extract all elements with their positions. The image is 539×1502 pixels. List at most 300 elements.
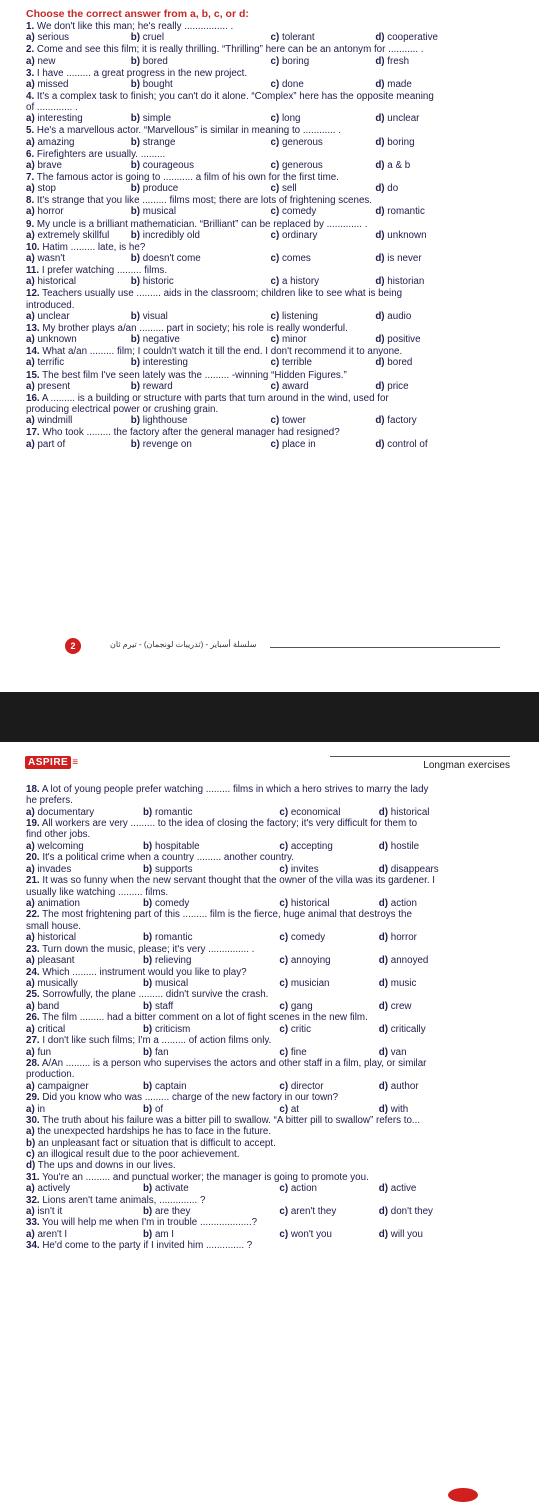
answer-option[interactable] xyxy=(379,932,525,944)
option-text: bored xyxy=(142,55,168,67)
question-text xyxy=(26,125,525,136)
answer-option[interactable] xyxy=(26,79,131,91)
option-letter: a) xyxy=(26,136,35,148)
option-text: extremely skillful xyxy=(37,229,110,241)
answer-option[interactable] xyxy=(271,357,376,369)
option-letter: a) xyxy=(26,159,35,171)
question-item xyxy=(26,44,525,67)
answer-option[interactable] xyxy=(375,381,525,393)
option-text: is never xyxy=(387,253,422,265)
question-number: 6. xyxy=(26,148,35,160)
answer-option[interactable] xyxy=(379,1183,525,1195)
option-letter: d) xyxy=(378,1182,389,1194)
answer-option[interactable] xyxy=(131,439,271,451)
answer-option[interactable] xyxy=(26,1183,143,1195)
question-number: 31. xyxy=(26,1171,40,1183)
question-continuation: find other jobs. xyxy=(26,829,91,841)
option-letter: b) xyxy=(142,897,153,909)
option-letter: a) xyxy=(26,438,35,450)
answer-option[interactable] xyxy=(26,1206,143,1218)
question-text xyxy=(26,1172,525,1183)
question-item xyxy=(26,242,525,265)
option-text: don't they xyxy=(390,1205,433,1217)
option-letter: c) xyxy=(279,897,289,909)
option-text: in xyxy=(37,1103,46,1115)
answer-option[interactable] xyxy=(143,932,279,944)
option-letter: c) xyxy=(279,1080,289,1092)
option-text: reward xyxy=(142,380,173,392)
option-text: animation xyxy=(37,897,80,909)
answer-option[interactable] xyxy=(375,79,525,91)
answer-option[interactable] xyxy=(375,334,525,346)
answer-option[interactable] xyxy=(375,32,525,44)
option-letter: b) xyxy=(142,1046,153,1058)
answer-option[interactable] xyxy=(379,955,525,967)
answer-option[interactable] xyxy=(26,381,131,393)
question-number: 11. xyxy=(26,265,40,277)
answer-option[interactable] xyxy=(375,230,525,242)
answer-option[interactable] xyxy=(271,381,376,393)
question-stem: My uncle is a brilliant mathematician. “Brilliant” can be replaced by ............. . xyxy=(36,218,368,230)
answer-option[interactable] xyxy=(143,978,279,990)
option-text: historical xyxy=(390,806,430,818)
option-text: the unexpected hardships he has to face in the future. xyxy=(37,1126,272,1138)
question-number: 16. xyxy=(26,392,40,404)
question-item xyxy=(26,909,525,943)
question-text xyxy=(26,91,525,102)
answer-option[interactable] xyxy=(379,1047,525,1059)
answer-option[interactable] xyxy=(279,1229,378,1241)
question-stem: Teachers usually use ......... aids in the classroom; children like to see what is being xyxy=(42,288,403,300)
question-item xyxy=(26,68,525,91)
answer-option[interactable] xyxy=(379,841,525,853)
answer-option[interactable] xyxy=(271,32,376,44)
answer-option[interactable] xyxy=(271,334,376,346)
answer-option[interactable] xyxy=(375,276,525,288)
question-continuation: introduced. xyxy=(26,299,75,311)
question-stem: My brother plays a/an ......... part in society; his role is really wonderful. xyxy=(42,322,348,334)
option-letter: c) xyxy=(270,113,280,125)
question-stem: What a/an ......... film; I couldn't watch it till the end. I don't recommend it to anyone. xyxy=(42,346,403,358)
answer-options xyxy=(26,334,525,346)
option-text: an illogical result due to the poor achievement. xyxy=(37,1149,240,1161)
option-text: place in xyxy=(281,438,316,450)
answer-option[interactable] xyxy=(26,1047,143,1059)
answer-option[interactable] xyxy=(131,276,271,288)
answer-option[interactable] xyxy=(379,1001,525,1013)
option-letter: a) xyxy=(26,334,35,346)
answer-options xyxy=(26,381,525,393)
answer-option[interactable] xyxy=(143,1183,279,1195)
option-text: terrific xyxy=(37,357,65,369)
option-letter: a) xyxy=(26,1080,35,1092)
question-item xyxy=(26,818,525,852)
answer-option[interactable] xyxy=(279,1047,378,1059)
answer-option[interactable] xyxy=(26,113,131,125)
questions-list-page-1 xyxy=(26,8,525,451)
answer-option[interactable] xyxy=(26,864,143,876)
question-item xyxy=(26,1172,525,1195)
option-text: comes xyxy=(281,253,311,265)
option-text: sell xyxy=(281,183,297,195)
option-letter: b) xyxy=(130,310,141,322)
footer-series-title: سلسلة أسبایر - (تدریبات لونجمان) - تیرم ثان xyxy=(110,640,257,649)
answer-option[interactable] xyxy=(379,1104,525,1116)
answer-option[interactable] xyxy=(279,807,378,819)
answer-option[interactable] xyxy=(271,230,376,242)
answer-option[interactable] xyxy=(26,311,131,323)
option-letter: c) xyxy=(279,1182,289,1194)
answer-option[interactable] xyxy=(143,864,279,876)
answer-option[interactable] xyxy=(379,1024,525,1036)
option-letter: b) xyxy=(142,932,153,944)
question-number: 3. xyxy=(26,67,35,79)
option-letter: a) xyxy=(26,1103,35,1115)
answer-option[interactable] xyxy=(379,1081,525,1093)
answer-option[interactable] xyxy=(379,1206,525,1218)
question-text xyxy=(26,427,525,438)
answer-option[interactable] xyxy=(26,978,143,990)
question-number: 29. xyxy=(26,1092,40,1104)
option-text: historical xyxy=(37,276,77,288)
option-letter: c) xyxy=(270,253,280,265)
answer-option[interactable] xyxy=(271,56,376,68)
answer-option[interactable] xyxy=(271,415,376,427)
answer-options xyxy=(26,32,525,44)
answer-option[interactable] xyxy=(279,1001,378,1013)
answer-option[interactable] xyxy=(143,841,279,853)
answer-option[interactable] xyxy=(279,841,378,853)
option-letter: d) xyxy=(375,206,385,218)
question-item xyxy=(26,784,525,818)
option-letter: a) xyxy=(26,310,35,322)
answer-option[interactable] xyxy=(26,183,131,195)
question-number: 19. xyxy=(26,818,40,830)
answer-option[interactable] xyxy=(26,1126,525,1137)
answer-option[interactable] xyxy=(375,137,525,149)
answer-option[interactable] xyxy=(143,1024,279,1036)
answer-option[interactable] xyxy=(26,439,131,451)
option-text: terrible xyxy=(281,357,312,369)
answer-option[interactable] xyxy=(26,932,143,944)
answer-option[interactable] xyxy=(271,253,376,265)
answer-option[interactable] xyxy=(26,1160,525,1171)
option-text: incredibly old xyxy=(142,229,200,241)
option-text: done xyxy=(281,78,304,90)
answer-option[interactable] xyxy=(26,415,131,427)
answer-option[interactable] xyxy=(26,137,131,149)
option-text: stop xyxy=(37,183,56,195)
option-letter: b) xyxy=(130,183,141,195)
option-letter: a) xyxy=(26,183,35,195)
answer-options xyxy=(26,1229,525,1241)
worksheet-page-1 xyxy=(0,0,539,690)
option-text: new xyxy=(37,55,56,67)
question-number: 34. xyxy=(26,1240,40,1252)
answer-option[interactable] xyxy=(279,978,378,990)
answer-option[interactable] xyxy=(26,56,131,68)
answer-option[interactable] xyxy=(271,79,376,91)
answer-option[interactable] xyxy=(143,1001,279,1013)
option-letter: a) xyxy=(26,806,35,818)
option-text: comedy xyxy=(281,206,317,218)
option-letter: d) xyxy=(378,1023,389,1035)
option-text: criticism xyxy=(154,1023,191,1035)
answer-option[interactable] xyxy=(131,206,271,218)
answer-option[interactable] xyxy=(143,1229,279,1241)
question-item xyxy=(26,172,525,195)
answer-options xyxy=(26,1206,525,1218)
answer-option[interactable] xyxy=(143,1206,279,1218)
option-letter: a) xyxy=(26,229,35,241)
question-number: 7. xyxy=(26,171,35,183)
option-letter: a) xyxy=(26,55,35,67)
option-letter: d) xyxy=(378,1000,389,1012)
answer-option[interactable] xyxy=(271,206,376,218)
answer-option[interactable] xyxy=(279,1024,378,1036)
option-letter: a) xyxy=(26,1205,35,1217)
answer-option[interactable] xyxy=(271,276,376,288)
option-letter: a) xyxy=(26,276,35,288)
option-letter: b) xyxy=(142,1228,153,1240)
option-letter: d) xyxy=(378,1046,389,1058)
answer-option[interactable] xyxy=(131,56,271,68)
answer-option[interactable] xyxy=(375,113,525,125)
question-text xyxy=(26,323,525,334)
option-text: generous xyxy=(281,136,323,148)
option-letter: d) xyxy=(375,32,385,44)
question-number: 10. xyxy=(26,241,40,253)
option-letter: b) xyxy=(130,253,141,265)
option-text: long xyxy=(281,113,301,125)
question-text xyxy=(26,784,525,795)
question-group xyxy=(26,21,525,450)
option-text: romantic xyxy=(387,206,425,218)
option-letter: a) xyxy=(26,1000,35,1012)
answer-options xyxy=(26,864,525,876)
option-text: comedy xyxy=(154,897,190,909)
question-number: 9. xyxy=(26,218,35,230)
answer-option[interactable] xyxy=(379,864,525,876)
answer-options xyxy=(26,955,525,967)
aspire-logo xyxy=(25,756,85,772)
answer-option[interactable] xyxy=(271,113,376,125)
option-letter: d) xyxy=(26,1160,36,1172)
question-number: 27. xyxy=(26,1035,40,1047)
option-text: relieving xyxy=(154,954,192,966)
option-letter: a) xyxy=(26,932,35,944)
answer-option[interactable] xyxy=(26,276,131,288)
answer-option[interactable] xyxy=(375,357,525,369)
question-continuation: usually like watching ......... films. xyxy=(26,886,169,898)
option-letter: b) xyxy=(142,1023,153,1035)
answer-option[interactable] xyxy=(271,311,376,323)
question-number: 18. xyxy=(26,784,40,795)
answer-option[interactable] xyxy=(143,898,279,910)
page-number-badge: 2 xyxy=(65,638,81,654)
option-text: fun xyxy=(37,1046,52,1058)
question-item xyxy=(26,265,525,288)
question-stem: Come and see this film; it is really thrilling. “Thrilling” here can be an antonym for ........... . xyxy=(36,44,424,56)
option-letter: d) xyxy=(375,113,385,125)
answer-option[interactable] xyxy=(26,1104,143,1116)
option-text: band xyxy=(37,1000,60,1012)
question-text xyxy=(26,1195,525,1206)
answer-option[interactable] xyxy=(279,1081,378,1093)
option-letter: c) xyxy=(279,977,289,989)
answer-option[interactable] xyxy=(379,807,525,819)
option-text: documentary xyxy=(37,806,95,818)
answer-option[interactable] xyxy=(26,1024,143,1036)
answer-option[interactable] xyxy=(279,898,378,910)
question-stem: I don't like such films; I'm a ......... of action films only. xyxy=(42,1035,272,1047)
question-number: 32. xyxy=(26,1194,40,1206)
answer-option[interactable] xyxy=(131,253,271,265)
question-continuation: production. xyxy=(26,1069,75,1081)
option-text: activate xyxy=(154,1182,189,1194)
option-letter: d) xyxy=(375,276,385,288)
answer-option[interactable] xyxy=(26,253,131,265)
answer-option[interactable] xyxy=(143,955,279,967)
question-stem: You're an ......... and punctual worker; the manager is going to promote you. xyxy=(42,1171,369,1183)
answer-option[interactable] xyxy=(26,160,131,172)
answer-option[interactable] xyxy=(375,206,525,218)
question-stem: The famous actor is going to ........... a film of his own for the first time. xyxy=(36,171,339,183)
answer-option[interactable] xyxy=(379,978,525,990)
answer-option[interactable] xyxy=(375,183,525,195)
option-text: accepting xyxy=(290,840,333,852)
option-text: unclear xyxy=(37,310,70,322)
option-letter: a) xyxy=(26,415,35,427)
answer-option[interactable] xyxy=(375,160,525,172)
question-item xyxy=(26,875,525,909)
option-letter: c) xyxy=(270,183,280,195)
answer-option[interactable] xyxy=(131,79,271,91)
option-text: historical xyxy=(37,932,77,944)
option-letter: d) xyxy=(375,334,385,346)
answer-option[interactable] xyxy=(131,357,271,369)
question-number: 12. xyxy=(26,288,40,300)
option-letter: c) xyxy=(270,159,280,171)
answer-option[interactable] xyxy=(279,864,378,876)
answer-option[interactable] xyxy=(271,160,376,172)
answer-option[interactable] xyxy=(131,415,271,427)
answer-option[interactable] xyxy=(26,841,143,853)
option-text: annoyed xyxy=(390,954,429,966)
answer-options xyxy=(26,1001,525,1013)
answer-option[interactable] xyxy=(26,807,143,819)
answer-option[interactable] xyxy=(26,32,131,44)
option-letter: a) xyxy=(26,1182,35,1194)
option-text: economical xyxy=(290,806,341,818)
answer-option[interactable] xyxy=(26,357,131,369)
answer-option[interactable] xyxy=(279,1206,378,1218)
question-item xyxy=(26,288,525,322)
answer-option[interactable] xyxy=(379,898,525,910)
answer-options xyxy=(26,276,525,288)
answer-option[interactable] xyxy=(375,253,525,265)
answer-option[interactable] xyxy=(143,1104,279,1116)
answer-option[interactable] xyxy=(131,113,271,125)
option-letter: a) xyxy=(26,1126,35,1138)
option-text: actively xyxy=(37,1182,71,1194)
answer-option[interactable] xyxy=(26,230,131,242)
question-text xyxy=(26,219,525,230)
question-item xyxy=(26,370,525,393)
question-number: 22. xyxy=(26,909,40,921)
answer-option[interactable] xyxy=(271,439,376,451)
question-number: 17. xyxy=(26,427,40,439)
answer-option[interactable] xyxy=(131,381,271,393)
question-text xyxy=(26,288,525,299)
answer-option[interactable] xyxy=(279,955,378,967)
answer-option[interactable] xyxy=(143,807,279,819)
answer-option[interactable] xyxy=(375,56,525,68)
answer-option[interactable] xyxy=(26,1149,525,1160)
option-letter: b) xyxy=(142,806,153,818)
question-text xyxy=(26,1115,525,1126)
answer-options xyxy=(26,113,525,125)
question-item xyxy=(26,1195,525,1218)
option-text: musically xyxy=(37,977,78,989)
option-text: are they xyxy=(154,1205,191,1217)
answer-option[interactable] xyxy=(26,1081,143,1093)
answer-option[interactable] xyxy=(26,1229,143,1241)
answer-option[interactable] xyxy=(271,137,376,149)
answer-option[interactable] xyxy=(26,1138,525,1149)
answer-option[interactable] xyxy=(279,1104,378,1116)
answer-option[interactable] xyxy=(279,1183,378,1195)
option-text: listening xyxy=(281,310,318,322)
answer-option[interactable] xyxy=(26,334,131,346)
answer-option[interactable] xyxy=(26,898,143,910)
answer-option[interactable] xyxy=(271,183,376,195)
question-stem: All workers are very ......... to the idea of closing the factory; it's very difficult for them to xyxy=(41,818,418,830)
question-text xyxy=(26,68,525,79)
answer-option[interactable] xyxy=(375,439,525,451)
option-text: revenge on xyxy=(142,438,192,450)
answer-option[interactable] xyxy=(131,160,271,172)
answer-option[interactable] xyxy=(26,1001,143,1013)
option-text: supports xyxy=(154,863,193,875)
answer-option[interactable] xyxy=(131,230,271,242)
answer-option[interactable] xyxy=(379,1229,525,1241)
answer-option[interactable] xyxy=(143,1081,279,1093)
answer-option[interactable] xyxy=(131,311,271,323)
answer-option[interactable] xyxy=(131,137,271,149)
answer-option[interactable] xyxy=(143,1047,279,1059)
answer-option[interactable] xyxy=(26,955,143,967)
answer-options xyxy=(26,230,525,242)
answer-option[interactable] xyxy=(131,32,271,44)
answer-options xyxy=(26,183,525,195)
question-stem: You will help me when I'm in trouble ...................? xyxy=(42,1217,258,1229)
question-item xyxy=(26,21,525,44)
option-text: invites xyxy=(290,863,319,875)
answer-option[interactable] xyxy=(375,415,525,427)
answer-option[interactable] xyxy=(26,206,131,218)
answer-option[interactable] xyxy=(131,183,271,195)
answer-option[interactable] xyxy=(131,334,271,346)
answer-options xyxy=(26,898,525,910)
option-text: with xyxy=(390,1103,409,1115)
option-letter: d) xyxy=(375,159,385,171)
answer-option[interactable] xyxy=(279,932,378,944)
option-text: invades xyxy=(37,863,72,875)
answer-option[interactable] xyxy=(375,311,525,323)
question-item xyxy=(26,219,525,242)
answer-options xyxy=(26,978,525,990)
